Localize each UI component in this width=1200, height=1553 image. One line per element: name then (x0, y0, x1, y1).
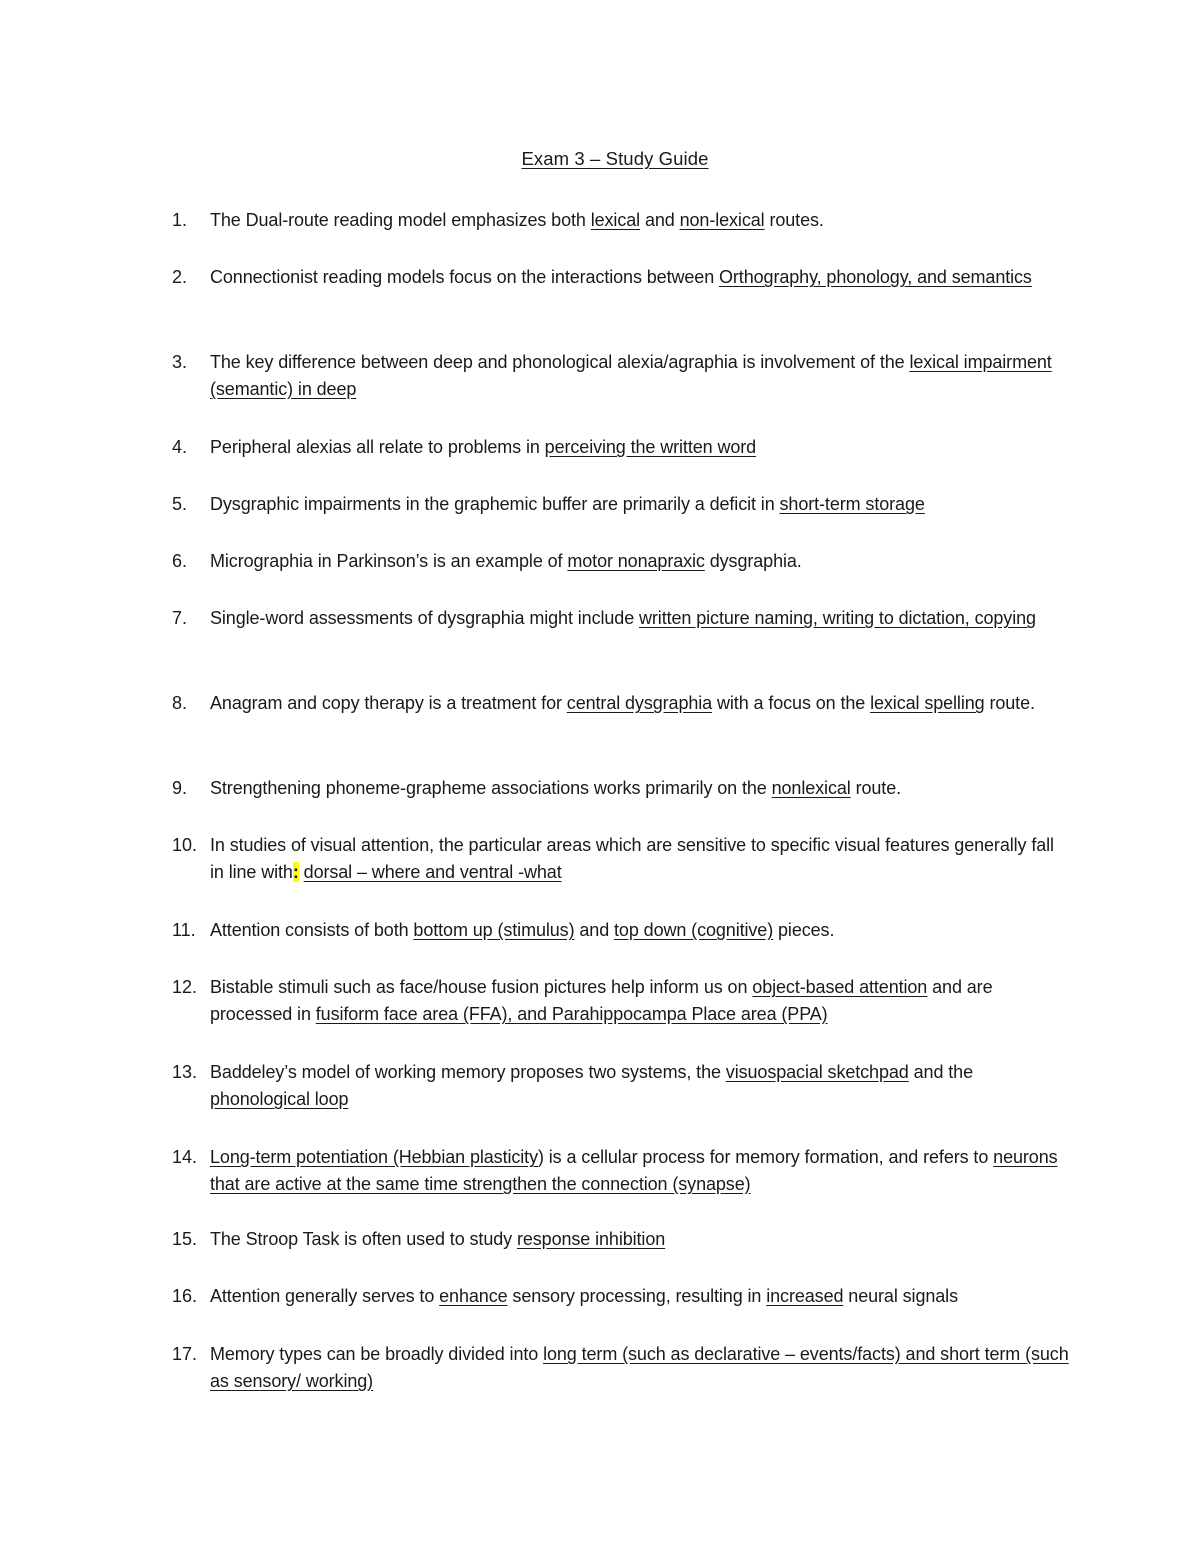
question-text-segment: pieces. (773, 920, 835, 940)
answer-blank: lexical (590, 210, 641, 230)
question-number: 8. (172, 693, 188, 713)
question-text-segment: and (640, 210, 680, 230)
question-text-segment: sensory processing, resulting in (507, 1286, 767, 1306)
question-text (210, 1144, 1070, 1198)
question-text-segment: routes. (764, 210, 824, 230)
question-text (210, 1283, 1070, 1310)
answer-blank: object-based attention (752, 977, 928, 997)
question-text (210, 434, 1070, 461)
question-number: 12. (172, 977, 198, 997)
answer-blank: long term (such as declarative – events/facts) and short term (such as sensory/ working) (210, 1344, 1069, 1391)
question-text (210, 605, 1070, 632)
question-text (210, 775, 1070, 802)
question-number: 3. (172, 352, 188, 372)
question-text (210, 1226, 1070, 1253)
question-text-segment: The Dual-route reading model emphasizes both (210, 210, 591, 230)
question-number: 13. (172, 1062, 198, 1082)
answer-blank: Orthography, phonology, and semantics (719, 267, 1032, 287)
question-text (210, 1059, 1070, 1113)
answer-blank: lexical spelling (870, 693, 985, 713)
page-title: Exam 3 – Study Guide (521, 148, 709, 169)
answer-blank: motor nonapraxic (567, 551, 705, 571)
answer-blank: fusiform face area (FFA), and Parahippocampa Place area (PPA) (315, 1004, 828, 1024)
question-text (210, 974, 1070, 1028)
answer-blank: short-term storage (779, 494, 925, 514)
question-text (210, 1341, 1070, 1395)
question-text-segment: In studies of visual attention, the particular areas which are sensitive to specific visual features generally fall in line with (210, 835, 1054, 882)
answer-blank: non-lexical (679, 210, 765, 230)
question-number: 10. (172, 835, 198, 855)
question-text (210, 207, 1070, 234)
question-text-segment: Micrographia in Parkinson’s is an example of (210, 551, 568, 571)
answer-blank: enhance (439, 1286, 508, 1306)
question-text-segment: Baddeley’s model of working memory proposes two systems, the (210, 1062, 726, 1082)
question-text-segment: Attention consists of both (210, 920, 414, 940)
question-number: 2. (172, 267, 188, 287)
question-number: 9. (172, 778, 188, 798)
question-number: 11. (172, 920, 196, 940)
question-text-segment: route. (850, 778, 902, 798)
answer-blank: phonological loop (210, 1089, 349, 1109)
question-text-segment: neural signals (843, 1286, 958, 1306)
answer-blank: nonlexical (771, 778, 851, 798)
question-text-segment: Dysgraphic impairments in the graphemic buffer are primarily a deficit in (210, 494, 780, 514)
answer-blank: Long-term potentiation (Hebbian plasticity (210, 1147, 538, 1167)
answer-blank: perceiving the written word (544, 437, 757, 457)
answer-blank: visuospacial sketchpad (725, 1062, 909, 1082)
answer-blank: written picture naming, writing to dictation, copying (639, 608, 1036, 628)
question-text-segment: ) is a cellular process for memory formation, and refers to (537, 1147, 994, 1167)
question-text-segment: Bistable stimuli such as face/house fusion pictures help inform us on (210, 977, 753, 997)
question-number: 14. (172, 1147, 198, 1167)
question-number: 5. (172, 494, 188, 514)
question-number: 1. (172, 210, 188, 230)
question-text (210, 349, 1070, 403)
question-number: 15. (172, 1229, 198, 1249)
question-text-segment: and (574, 920, 615, 940)
answer-blank: increased (766, 1286, 844, 1306)
question-text (210, 917, 1070, 944)
question-text-segment: Peripheral alexias all relate to problems in (210, 437, 545, 457)
question-text (210, 491, 1070, 518)
question-text-segment: with a focus on the (712, 693, 871, 713)
answer-blank: response inhibition (516, 1229, 666, 1249)
question-number: 7. (172, 608, 188, 628)
question-text-segment: Connectionist reading models focus on the interactions between (210, 267, 720, 287)
answer-blank: top down (cognitive) (614, 920, 774, 940)
question-text-segment: and the (908, 1062, 973, 1082)
question-text-segment: The key difference between deep and phonological alexia/agraphia is involvement of the (210, 352, 910, 372)
answer-blank: bottom up (stimulus) (413, 920, 575, 940)
question-text-segment: Strengthening phoneme-grapheme associations works primarily on the (210, 778, 772, 798)
question-text-segment: The Stroop Task is often used to study (210, 1229, 517, 1249)
answer-blank: dorsal – where and ventral -what (303, 862, 562, 882)
answer-blank: central dysgraphia (566, 693, 713, 713)
question-number: 16. (172, 1286, 198, 1306)
question-text-segment: route. (984, 693, 1035, 713)
question-number: 17. (172, 1344, 198, 1364)
question-text-segment: Attention generally serves to (210, 1286, 440, 1306)
question-text-segment: Memory types can be broadly divided into (210, 1344, 544, 1364)
question-text (210, 548, 1070, 575)
answer-blank: lexical impairment (semantic) in deep (210, 352, 1052, 399)
question-text (210, 264, 1070, 291)
highlighted-text: : (292, 862, 299, 882)
question-text-segment: Anagram and copy therapy is a treatment for (210, 693, 567, 713)
question-text-segment: dysgraphia. (704, 551, 802, 571)
question-number: 6. (172, 551, 188, 571)
answer-blank: neurons that are active at the same time strengthen the connection (synapse) (210, 1147, 1058, 1194)
question-number: 4. (172, 437, 188, 457)
question-text (210, 832, 1070, 886)
question-text (210, 690, 1070, 717)
question-text-segment: and are processed in (210, 977, 993, 1024)
question-text-segment: Single-word assessments of dysgraphia might include (210, 608, 640, 628)
